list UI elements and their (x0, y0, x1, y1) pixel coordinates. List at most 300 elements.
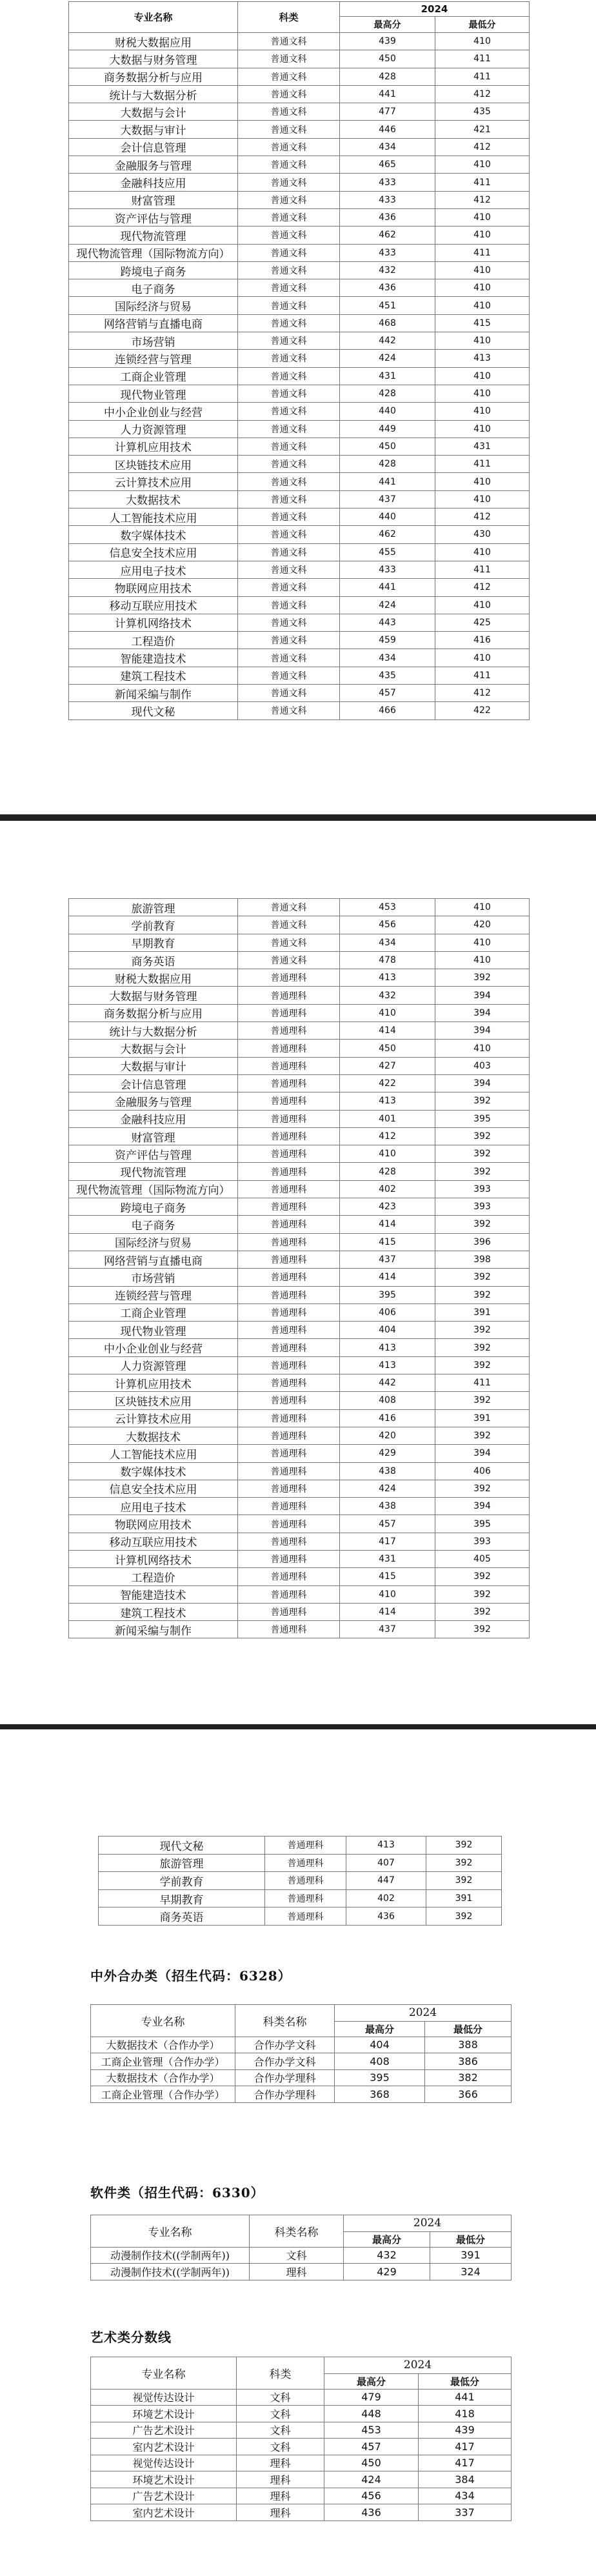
cell-min-score: 410 (435, 385, 530, 402)
cell-kind: 普通文科 (238, 490, 340, 508)
table-body (91, 2389, 512, 2521)
cell-major: 学前教育 (99, 1872, 265, 1890)
table-row (69, 279, 530, 297)
table-row (69, 332, 530, 350)
cell-max-score: 443 (340, 614, 435, 631)
cell-kind: 普通文科 (238, 261, 340, 279)
table-row (69, 632, 530, 649)
cell-min-score: 411 (435, 1374, 530, 1392)
cell-max-score: 408 (335, 2053, 425, 2070)
cell-kind: 普通理科 (238, 1480, 340, 1497)
cell-kind: 普通文科 (238, 508, 340, 526)
table-row (69, 1216, 530, 1233)
table-row (69, 191, 530, 208)
header-year: 2024 (324, 2357, 512, 2374)
table-row (69, 1409, 530, 1427)
cell-kind: 普通文科 (238, 667, 340, 684)
cell-min-score: 392 (435, 1568, 530, 1585)
cell-major: 新闻采编与制作 (69, 684, 238, 701)
cell-max-score: 413 (340, 969, 435, 987)
cell-min-score: 413 (435, 350, 530, 367)
sino-foreign-table (90, 2004, 512, 2103)
cell-kind: 普通理科 (238, 1427, 340, 1444)
table-row (69, 1074, 530, 1092)
table-row (69, 33, 530, 50)
cell-kind: 普通文科 (238, 103, 340, 121)
cell-max-score: 456 (324, 2488, 419, 2504)
cell-major: 人力资源管理 (69, 420, 238, 438)
cell-kind: 普通理科 (265, 1836, 346, 1855)
cell-max-score: 416 (340, 1409, 435, 1427)
cell-max-score: 431 (340, 1550, 435, 1567)
page-divider (0, 1724, 596, 1729)
cell-max-score: 413 (346, 1836, 426, 1855)
cell-max-score: 456 (340, 916, 435, 934)
cell-min-score: 394 (435, 987, 530, 1004)
header-kind: 科类名称 (235, 2005, 335, 2037)
score-table (68, 898, 530, 1638)
cell-major: 人工智能技术应用 (69, 1445, 238, 1462)
cell-min-score: 411 (435, 50, 530, 68)
cell-max-score: 450 (340, 50, 435, 68)
cell-major: 现代物流管理 (69, 1163, 238, 1180)
arts-table (90, 2357, 512, 2521)
cell-max-score: 428 (340, 456, 435, 473)
cell-kind: 普通理科 (238, 1004, 340, 1021)
table-row (69, 614, 530, 631)
cell-min-score: 391 (430, 2247, 512, 2264)
cell-kind: 普通文科 (238, 208, 340, 226)
cell-kind: 理科 (237, 2504, 324, 2521)
cell-major: 现代物业管理 (69, 1322, 238, 1339)
cell-max-score: 468 (340, 314, 435, 332)
cell-major: 中小企业创业与经营 (69, 1339, 238, 1356)
cell-major: 大数据与财务管理 (69, 987, 238, 1004)
cell-min-score: 439 (419, 2422, 512, 2439)
cell-kind: 普通理科 (238, 1040, 340, 1057)
cell-min-score: 386 (425, 2053, 512, 2070)
cell-kind: 普通理科 (238, 1445, 340, 1462)
cell-max-score: 395 (335, 2069, 425, 2086)
cell-kind: 文科 (237, 2439, 324, 2455)
table-body (69, 33, 530, 720)
cell-kind: 普通文科 (238, 596, 340, 614)
cell-kind: 普通理科 (238, 1092, 340, 1110)
cell-min-score: 391 (426, 1889, 502, 1907)
cell-major: 财富管理 (69, 191, 238, 208)
section-title-arts: 艺术类分数线 (90, 2329, 172, 2345)
table-row (69, 297, 530, 314)
cell-major: 应用电子技术 (69, 561, 238, 578)
cell-kind: 合作办学文科 (235, 2053, 335, 2070)
cell-min-score: 393 (435, 1180, 530, 1198)
cell-max-score: 422 (340, 1074, 435, 1092)
table-row (91, 2069, 512, 2086)
cell-major: 大数据技术 (69, 490, 238, 508)
table-row (69, 1251, 530, 1268)
cell-major: 工程造价 (69, 632, 238, 649)
cell-kind: 普通文科 (238, 632, 340, 649)
table-row (69, 138, 530, 156)
cell-kind: 普通理科 (238, 1621, 340, 1638)
score-table (98, 1836, 502, 1926)
table-row (69, 174, 530, 191)
table-row (69, 1585, 530, 1603)
cell-max-score: 424 (340, 596, 435, 614)
header-major: 专业名称 (69, 2, 238, 33)
cell-major: 现代物流管理（国际物流方向） (69, 1180, 238, 1198)
cell-kind: 普通理科 (238, 1585, 340, 1603)
header-major: 专业名称 (91, 2215, 250, 2248)
cell-kind: 普通文科 (238, 156, 340, 174)
header-major: 专业名称 (91, 2357, 237, 2390)
cell-major: 大数据与会计 (69, 103, 238, 121)
cell-kind: 普通文科 (238, 420, 340, 438)
cell-min-score: 394 (435, 1498, 530, 1515)
cell-major: 工程造价 (69, 1568, 238, 1585)
cell-major: 商务英语 (99, 1907, 265, 1926)
cell-max-score: 401 (340, 1110, 435, 1127)
cell-min-score: 392 (435, 1356, 530, 1374)
table-row (99, 1889, 502, 1907)
cell-major: 云计算技术应用 (69, 1409, 238, 1427)
table-row (69, 969, 530, 987)
cell-min-score: 411 (435, 667, 530, 684)
cell-max-score: 453 (340, 899, 435, 916)
table-row (99, 1854, 502, 1872)
table-row (69, 1498, 530, 1515)
table-row (69, 596, 530, 614)
cell-min-score: 382 (425, 2069, 512, 2086)
cell-kind: 普通理科 (238, 969, 340, 987)
cell-kind: 普通理科 (238, 1392, 340, 1409)
table-row (91, 2389, 512, 2406)
cell-min-score: 392 (426, 1854, 502, 1872)
cell-major: 人工智能技术应用 (69, 508, 238, 526)
cell-kind: 普通理科 (238, 1515, 340, 1533)
cell-kind: 普通理科 (238, 1074, 340, 1092)
cell-min-score: 392 (435, 1621, 530, 1638)
cell-major: 电子商务 (69, 279, 238, 297)
cell-kind: 普通文科 (238, 191, 340, 208)
table-row (69, 156, 530, 174)
cell-major: 智能建造技术 (69, 1585, 238, 1603)
cell-min-score: 430 (435, 526, 530, 543)
cell-max-score: 424 (324, 2471, 419, 2488)
cell-min-score: 410 (435, 208, 530, 226)
cell-kind: 普通理科 (238, 1180, 340, 1198)
cell-kind: 普通文科 (238, 138, 340, 156)
cell-major: 统计与大数据分析 (69, 1022, 238, 1040)
cell-major: 资产评估与管理 (69, 1145, 238, 1163)
cell-max-score: 433 (340, 191, 435, 208)
cell-kind: 普通理科 (238, 1145, 340, 1163)
cell-min-score: 337 (419, 2504, 512, 2521)
table-row (69, 473, 530, 490)
cell-major: 工商企业管理（合作办学） (91, 2086, 235, 2103)
table-row (69, 103, 530, 121)
table-row (69, 1427, 530, 1444)
cell-kind: 普通文科 (238, 473, 340, 490)
header-min: 最低分 (419, 2373, 512, 2389)
cell-max-score: 436 (340, 208, 435, 226)
cell-max-score: 436 (340, 279, 435, 297)
table-row (69, 1356, 530, 1374)
table-row (91, 2439, 512, 2455)
table-row (69, 1145, 530, 1163)
cell-major: 移动互联应用技术 (69, 596, 238, 614)
cell-kind: 普通文科 (238, 702, 340, 719)
cell-max-score: 455 (340, 543, 435, 561)
header-year: 2024 (340, 2, 530, 17)
cell-min-score: 384 (419, 2471, 512, 2488)
cell-min-score: 410 (435, 420, 530, 438)
cell-kind: 普通理科 (238, 1568, 340, 1585)
cell-major: 区块链技术应用 (69, 1392, 238, 1409)
cell-kind: 文科 (237, 2389, 324, 2406)
cell-max-score: 477 (340, 103, 435, 121)
cell-max-score: 447 (346, 1872, 426, 1890)
cell-kind: 普通文科 (238, 314, 340, 332)
cell-kind: 普通理科 (238, 1550, 340, 1567)
cell-max-score: 457 (340, 1515, 435, 1533)
cell-min-score: 392 (435, 1163, 530, 1180)
cell-max-score: 420 (340, 1427, 435, 1444)
cell-kind: 普通理科 (238, 1356, 340, 1374)
table-body (69, 899, 530, 1638)
cell-kind: 文科 (237, 2406, 324, 2422)
cell-min-score: 392 (426, 1907, 502, 1926)
cell-kind: 普通理科 (238, 1163, 340, 1180)
table-row (69, 1092, 530, 1110)
cell-max-score: 441 (340, 473, 435, 490)
software-table (90, 2215, 512, 2280)
page-divider (0, 814, 596, 821)
cell-min-score: 411 (435, 244, 530, 261)
cell-max-score: 441 (340, 85, 435, 103)
cell-min-score: 398 (435, 1251, 530, 1268)
cell-min-score: 410 (435, 156, 530, 174)
cell-major: 连锁经营与管理 (69, 1286, 238, 1303)
cell-major: 物联网应用技术 (69, 1515, 238, 1533)
cell-max-score: 453 (324, 2422, 419, 2439)
cell-min-score: 366 (425, 2086, 512, 2103)
table-row (91, 2471, 512, 2488)
cell-kind: 普通文科 (238, 297, 340, 314)
cell-min-score: 410 (435, 279, 530, 297)
table-row (69, 934, 530, 951)
table-row (69, 899, 530, 916)
cell-max-score: 417 (340, 1533, 435, 1550)
cell-max-score: 424 (340, 350, 435, 367)
table-row (99, 1872, 502, 1890)
table-row (69, 1127, 530, 1145)
cell-max-score: 462 (340, 526, 435, 543)
cell-max-score: 451 (340, 297, 435, 314)
table-row (69, 1374, 530, 1392)
cell-min-score: 411 (435, 561, 530, 578)
cell-min-score: 405 (435, 1550, 530, 1567)
cell-kind: 理科 (237, 2455, 324, 2471)
table-row (69, 490, 530, 508)
cell-max-score: 428 (340, 68, 435, 85)
cell-min-score: 410 (435, 951, 530, 969)
table-row (99, 1907, 502, 1926)
cell-kind: 普通文科 (238, 279, 340, 297)
cell-min-score: 394 (435, 1074, 530, 1092)
table-row (69, 1568, 530, 1585)
cell-min-score: 392 (435, 1216, 530, 1233)
table-row (91, 2455, 512, 2471)
header-kind: 科类 (238, 2, 340, 33)
table-row (69, 314, 530, 332)
cell-kind: 普通文科 (238, 50, 340, 68)
cell-major: 网络营销与直播电商 (69, 314, 238, 332)
cell-major: 建筑工程技术 (69, 1603, 238, 1620)
cell-kind: 理科 (250, 2264, 344, 2280)
cell-min-score: 410 (435, 649, 530, 667)
cell-kind: 普通理科 (265, 1889, 346, 1907)
cell-max-score: 423 (340, 1198, 435, 1216)
cell-min-score: 396 (435, 1233, 530, 1251)
cell-min-score: 392 (435, 1603, 530, 1620)
cell-max-score: 431 (340, 367, 435, 385)
cell-kind: 普通理科 (238, 1322, 340, 1339)
table-row (91, 2488, 512, 2504)
table-row (69, 579, 530, 596)
table-row (69, 1322, 530, 1339)
cell-min-score: 434 (419, 2488, 512, 2504)
cell-kind: 普通文科 (238, 899, 340, 916)
cell-min-score: 418 (419, 2406, 512, 2422)
cell-kind: 普通文科 (238, 33, 340, 50)
cell-major: 金融科技应用 (69, 1110, 238, 1127)
cell-major: 旅游管理 (99, 1854, 265, 1872)
cell-max-score: 440 (340, 403, 435, 420)
cell-max-score: 441 (340, 579, 435, 596)
score-table (68, 1, 530, 720)
cell-kind: 普通理科 (238, 1409, 340, 1427)
table-row (69, 1198, 530, 1216)
header-min: 最低分 (435, 17, 530, 33)
cell-min-score: 410 (435, 490, 530, 508)
cell-major: 智能建造技术 (69, 649, 238, 667)
table-row (69, 1462, 530, 1480)
cell-max-score: 413 (340, 1356, 435, 1374)
cell-major: 计算机应用技术 (69, 438, 238, 455)
cell-major: 环境艺术设计 (91, 2471, 237, 2488)
table-row (69, 1180, 530, 1198)
cell-kind: 普通文科 (238, 526, 340, 543)
cell-max-score: 433 (340, 174, 435, 191)
header-year: 2024 (344, 2215, 512, 2232)
cell-max-score: 402 (340, 1180, 435, 1198)
cell-major: 信息安全技术应用 (69, 1480, 238, 1497)
cell-max-score: 410 (340, 1585, 435, 1603)
score-table-1 (68, 1, 530, 720)
cell-kind: 普通理科 (238, 1022, 340, 1040)
cell-max-score: 440 (340, 508, 435, 526)
table-row (69, 649, 530, 667)
cell-max-score: 450 (324, 2455, 419, 2471)
cell-kind: 普通理科 (238, 1269, 340, 1286)
table-body (91, 2037, 512, 2102)
cell-kind: 普通理科 (238, 1198, 340, 1216)
cell-min-score: 403 (435, 1057, 530, 1074)
cell-min-score: 392 (435, 969, 530, 987)
cell-major: 信息安全技术应用 (69, 543, 238, 561)
cell-major: 市场营销 (69, 332, 238, 350)
table-row (69, 1004, 530, 1021)
table-row (91, 2422, 512, 2439)
cell-kind: 普通理科 (238, 1603, 340, 1620)
cell-kind: 理科 (237, 2471, 324, 2488)
cell-kind: 普通文科 (238, 438, 340, 455)
cell-kind: 普通理科 (238, 1251, 340, 1268)
cell-major: 动漫制作技术((学制两年)) (91, 2247, 250, 2264)
cell-kind: 普通文科 (238, 350, 340, 367)
table-row (69, 1339, 530, 1356)
cell-max-score: 436 (346, 1907, 426, 1926)
table-row (69, 1445, 530, 1462)
header-min: 最低分 (425, 2021, 512, 2037)
cell-min-score: 412 (435, 684, 530, 701)
cell-major: 物联网应用技术 (69, 579, 238, 596)
header-max: 最高分 (340, 17, 435, 33)
cell-max-score: 457 (340, 684, 435, 701)
cell-min-score: 417 (419, 2455, 512, 2471)
table-row (69, 1110, 530, 1127)
cell-min-score: 388 (425, 2037, 512, 2053)
cell-major: 财税大数据应用 (69, 969, 238, 987)
cell-kind: 普通理科 (238, 1498, 340, 1515)
cell-max-score: 438 (340, 1498, 435, 1515)
cell-max-score: 427 (340, 1057, 435, 1074)
cell-major: 计算机应用技术 (69, 1374, 238, 1392)
cell-kind: 普通理科 (238, 1127, 340, 1145)
cell-max-score: 433 (340, 561, 435, 578)
cell-min-score: 395 (435, 1515, 530, 1533)
cell-max-score: 437 (340, 1251, 435, 1268)
cell-min-score: 415 (435, 314, 530, 332)
table-row (69, 244, 530, 261)
cell-major: 计算机网络技术 (69, 614, 238, 631)
cell-min-score: 410 (435, 33, 530, 50)
cell-min-score: 392 (435, 1145, 530, 1163)
cell-kind: 文科 (250, 2247, 344, 2264)
table-row (69, 420, 530, 438)
cell-kind: 普通理科 (238, 1339, 340, 1356)
header-max: 最高分 (344, 2231, 430, 2247)
cell-major: 市场营销 (69, 1269, 238, 1286)
cell-major: 财税大数据应用 (69, 33, 238, 50)
cell-kind: 普通理科 (238, 1286, 340, 1303)
cell-major: 计算机网络技术 (69, 1550, 238, 1567)
cell-max-score: 407 (346, 1854, 426, 1872)
cell-max-score: 434 (340, 934, 435, 951)
cell-max-score: 432 (340, 987, 435, 1004)
cell-min-score: 441 (419, 2389, 512, 2406)
cell-major: 会计信息管理 (69, 1074, 238, 1092)
table-row (69, 1621, 530, 1638)
cell-major: 早期教育 (99, 1889, 265, 1907)
cell-max-score: 429 (344, 2264, 430, 2280)
cell-max-score: 457 (324, 2439, 419, 2455)
cell-major: 商务英语 (69, 951, 238, 969)
cell-max-score: 465 (340, 156, 435, 174)
cell-kind: 普通文科 (238, 916, 340, 934)
cell-max-score: 433 (340, 244, 435, 261)
